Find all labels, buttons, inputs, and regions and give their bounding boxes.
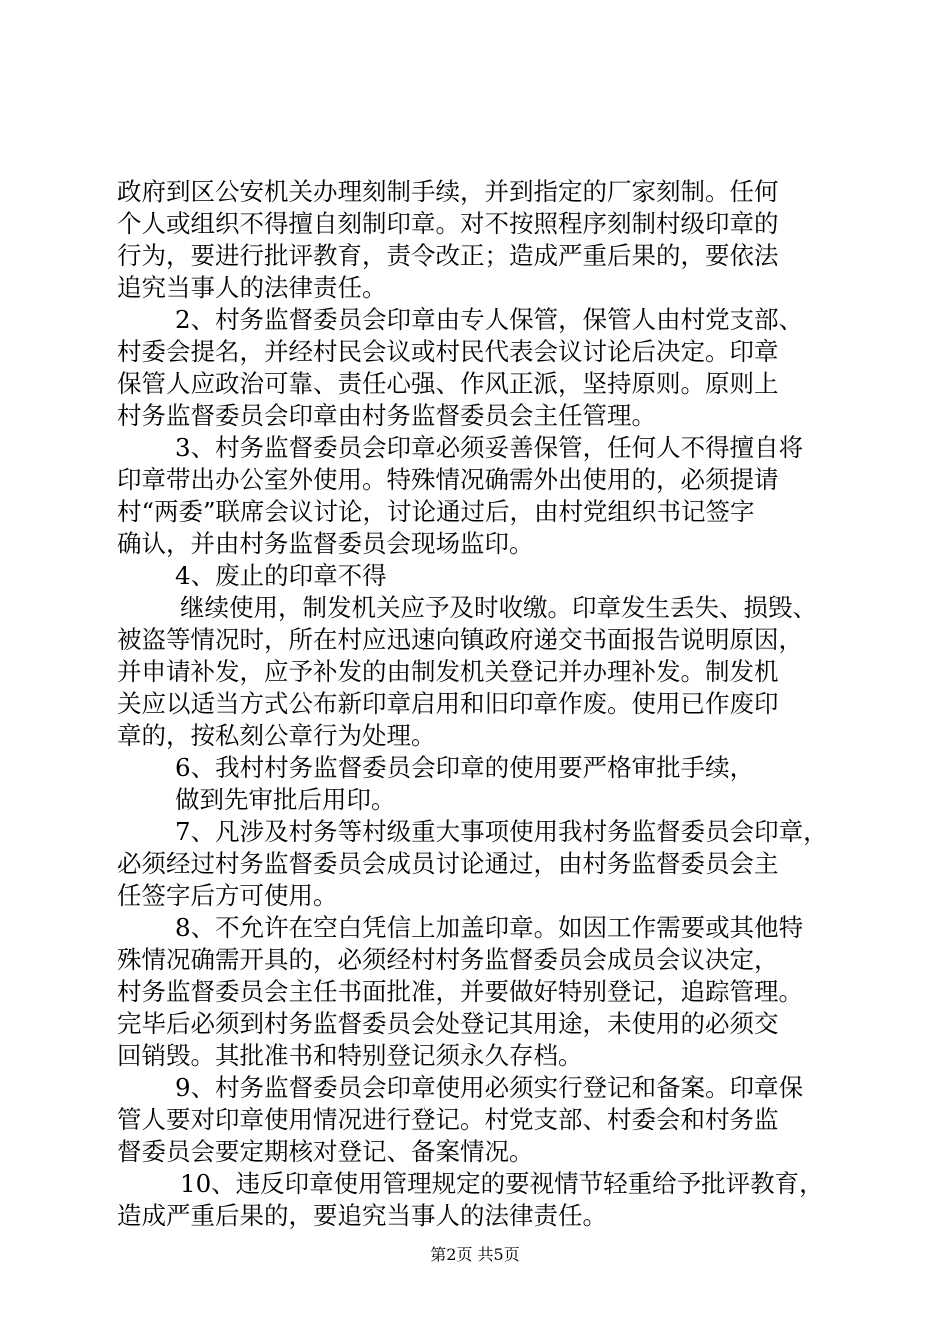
text-line: 个人或组织不得擅自刻制印章。对不按照程序刻制村级印章的 [117,209,779,238]
text-line: 任签字后方可使用。 [117,881,338,910]
text-line: 确认，并由村务监督委员会现场监印。 [117,529,534,558]
text-line: 行为，要进行批评教育，责令改正；造成严重后果的，要依法 [117,241,779,270]
text-line: 殊情况确需开具的，必须经村村务监督委员会成员会议决定， [117,945,779,974]
text-line: 村委会提名，并经村民会议或村民代表会议讨论后决定。印章 [117,337,779,366]
text-line: 9、村务监督委员会印章使用必须实行登记和备案。印章保 [175,1073,804,1102]
text-line: 追究当事人的法律责任。 [117,273,387,302]
text-line: 造成严重后果的，要追究当事人的法律责任。 [117,1201,607,1230]
text-line: 6、我村村务监督委员会印章的使用要严格审批手续， [175,753,755,782]
text-line: 章的，按私刻公章行为处理。 [117,721,436,750]
text-line: 并申请补发，应予补发的由制发机关登记并办理补发。制发机 [117,657,779,686]
text-line: 村“两委”联席会议讨论，讨论通过后，由村党组织书记签字 [117,497,755,526]
text-line: 必须经过村务监督委员会成员讨论通过，由村务监督委员会主 [117,849,779,878]
page-number-footer: 第2页 共5页 [430,1245,520,1264]
text-line: 督委员会要定期核对登记、备案情况。 [117,1137,534,1166]
text-line: 3、村务监督委员会印章必须妥善保管，任何人不得擅自将 [175,433,804,462]
text-line: 被盗等情况时，所在村应迅速向镇政府递交书面报告说明原因， [117,625,803,654]
text-line: 做到先审批后用印。 [175,785,396,814]
text-line: 印章带出办公室外使用。特殊情况确需外出使用的，必须提请 [117,465,779,494]
text-line: 继续使用，制发机关应予及时收缴。印章发生丢失、损毁、 [180,593,817,622]
text-line: 10、违反印章使用管理规定的要视情节轻重给予批评教育， [180,1169,824,1198]
text-line: 关应以适当方式公布新印章启用和旧印章作废。使用已作废印 [117,689,779,718]
text-line: 2、村务监督委员会印章由专人保管，保管人由村党支部、 [175,305,804,334]
text-line: 4、废止的印章不得 [175,561,387,590]
text-line: 完毕后必须到村务监督委员会处登记其用途，未使用的必须交 [117,1009,779,1038]
text-line: 村务监督委员会印章由村务监督委员会主任管理。 [117,401,656,430]
text-line: 管人要对印章使用情况进行登记。村党支部、村委会和村务监 [117,1105,779,1134]
text-line: 8、不允许在空白凭信上加盖印章。如因工作需要或其他特 [175,913,804,942]
text-line: 保管人应政治可靠、责任心强、作风正派，坚持原则。原则上 [117,369,779,398]
text-line: 回销毁。其批准书和特别登记须永久存档。 [117,1041,583,1070]
text-line: 政府到区公安机关办理刻制手续，并到指定的厂家刻制。任何 [117,177,779,206]
text-line: 7、凡涉及村务等村级重大事项使用我村务监督委员会印章， [175,817,828,846]
text-line: 村务监督委员会主任书面批准，并要做好特别登记，追踪管理。 [117,977,803,1006]
